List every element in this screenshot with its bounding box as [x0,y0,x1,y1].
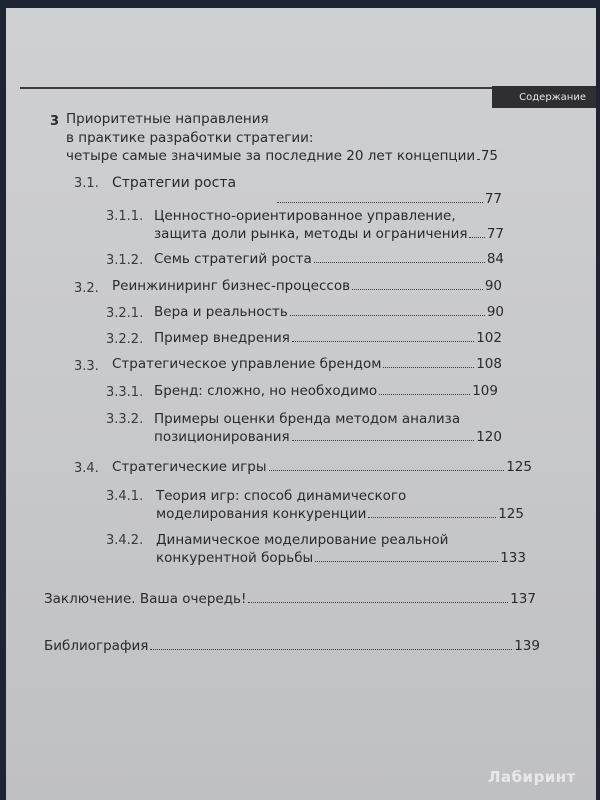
entry-title-line-2: конкурентной борьбы [156,550,314,566]
entry-title-line-1: Ценностно-ориентированное управление, [154,208,456,224]
chapter-title-line-2: в практике разработки стратегии: [66,130,314,146]
entry-row [112,459,532,475]
bibliography-title: Библиография [44,638,149,654]
entry-title-line-2: защита доли рынка, методы и ограничения [154,226,468,242]
chapter-title-text: четыре самые значимые за последние 20 лет концепции [66,148,476,164]
entry-page: 108 [476,356,502,372]
entry-row [112,278,502,294]
leader-dots [469,236,484,238]
leader-dots [292,439,475,441]
leader-dots [314,261,485,263]
conclusion-title: Заключение. Ваша очередь! [44,591,247,607]
entry-row [112,356,502,372]
entry-number: 3.4.1. [106,489,144,504]
entry-number: 3.2.1. [106,306,144,321]
leader-dots [277,201,483,203]
entry-number: 3.1. [74,176,99,191]
entry-row [154,383,498,399]
entry-page: 109 [472,383,498,399]
entry-title: Стратегические игры [112,459,267,475]
entry-title-line-2: позиционирования [154,429,290,445]
entry-page: 84 [486,251,504,267]
entry-number: 3.2.2. [106,332,144,347]
entry-title-line-1: Динамическое моделирование реальной [156,532,449,548]
entry-title-line-2: моделирования конкуренции [156,506,367,522]
chapter-number: 3 [50,114,60,129]
leader-dots [368,516,496,518]
entry-row [154,251,504,267]
entry-row [154,429,502,445]
entry-number: 3.4. [74,461,99,476]
entry-row [154,304,504,320]
leader-dots [150,648,512,650]
entry-number: 3.2. [74,281,99,296]
entry-page: 133 [500,550,526,566]
leader-dots [269,469,505,471]
conclusion-row [44,591,536,607]
leader-dots [248,601,508,603]
entry-row [154,330,502,346]
leader-dots [379,393,470,395]
entry-number: 3.1.1. [106,209,144,224]
entry-page: 102 [476,330,502,346]
watermark-logo: Лабиринт [488,768,576,786]
entry-title: Семь стратегий роста [154,251,312,267]
leader-dots [292,340,474,342]
entry-page: 77 [486,226,504,242]
entry-title: Вера и реальность [154,304,288,320]
entry-title-line-1: Примеры оценки бренда методом анализа [154,411,461,427]
entry-page: 90 [486,304,504,320]
header-title: Содержание [519,91,586,103]
entry-number: 3.4.2. [106,533,144,548]
leader-dots [383,366,474,368]
chapter-title-line-3 [66,148,498,164]
entry-row [154,226,504,242]
leader-dots [352,288,483,290]
chapter-page: 75 [480,148,498,164]
entry-number: 3.3.1. [106,385,144,400]
entry-number: 3.3. [74,359,99,374]
entry-page: 125 [506,459,532,475]
entry-title: Реинжиниринг бизнес-процессов [112,278,351,294]
chapter-title-line-1: Приоритетные направления [66,111,269,127]
entry-title: Стратегическое управление брендом [112,356,382,372]
bibliography-page: 139 [514,638,540,654]
entry-page: 77 [484,191,502,207]
entry-number: 3.1.2. [106,253,144,268]
entry-page: 125 [498,506,524,522]
entry-title: Стратегии роста [112,175,237,191]
entry-title: Пример внедрения [154,330,290,346]
book-page [6,8,596,800]
leader-dots [315,560,498,562]
entry-title-line-1: Теория игр: способ динамического [156,488,407,504]
header-tab [492,86,596,108]
entry-leader-row [112,191,502,207]
entry-title: Бренд: сложно, но необходимо [154,383,378,399]
entry-row [156,506,524,522]
leader-dots [477,158,479,160]
leader-dots [290,314,485,316]
bibliography-row [44,638,540,654]
entry-number: 3.3.2. [106,412,144,427]
entry-page: 120 [476,429,502,445]
conclusion-page: 137 [510,591,536,607]
entry-page: 90 [484,278,502,294]
entry-row [156,550,526,566]
header-rule [20,87,528,89]
